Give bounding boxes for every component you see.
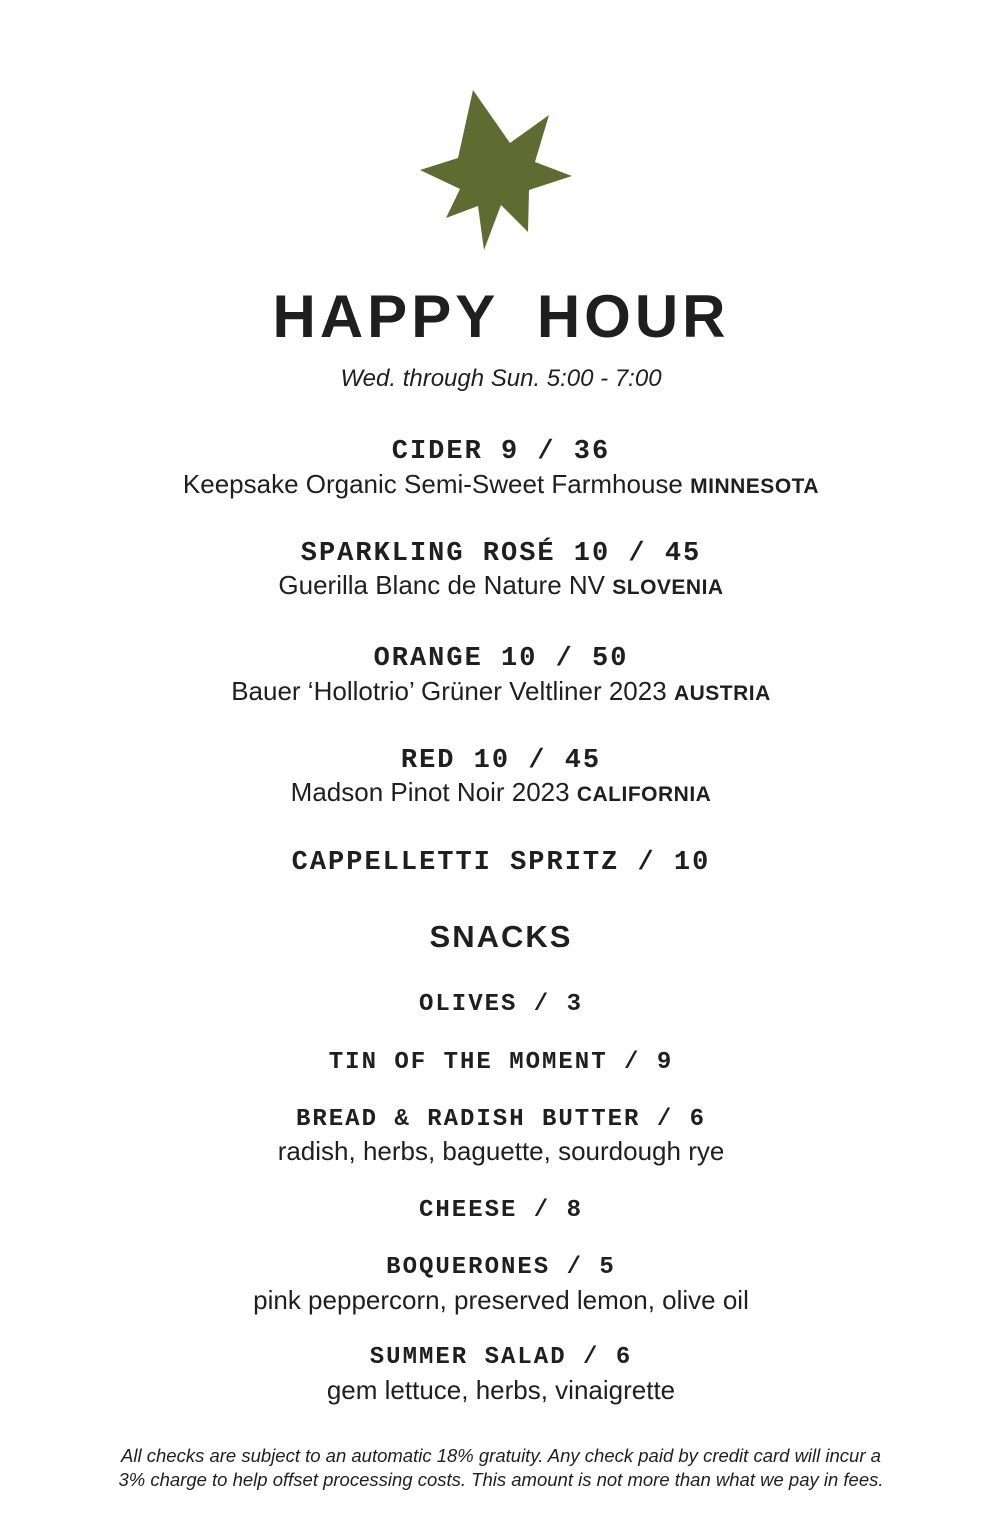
drink-heading-red: RED 10 / 45	[400, 746, 602, 776]
drink-heading-cider: CIDER 9 / 36	[391, 437, 611, 467]
drink-heading-sparkling-rose: SPARKLING ROSÉ 10 / 45	[300, 539, 702, 569]
drink-description-sparkling-rose	[0, 569, 1002, 604]
drink-description-cider	[0, 468, 1002, 503]
eight-point-star-icon	[416, 88, 576, 252]
page-title: HAPPY HOUR	[272, 283, 730, 350]
snack-heading-olives: OLIVES / 3	[418, 991, 584, 1018]
drink-name: Guerilla Blanc de Nature NV	[278, 570, 605, 600]
snack-heading-bread: BREAD & RADISH BUTTER / 6	[295, 1106, 707, 1133]
hours-subtitle: Wed. through Sun. 5:00 - 7:00	[340, 365, 662, 392]
drink-region: CALIFORNIA	[576, 783, 712, 806]
footnote-line-1: All checks are subject to an automatic 18% gratuity. Any check paid by credit card will incur a	[121, 1445, 881, 1466]
snack-heading-boquerones: BOQUERONES / 5	[386, 1254, 616, 1281]
snack-description-boquerones: pink peppercorn, preserved lemon, olive oil	[253, 1285, 749, 1315]
footnote-line-2: 3% charge to help offset processing costs. This amount is not more than what we pay in fees.	[118, 1469, 884, 1490]
drink-name: Bauer ‘Hollotrio’ Grüner Veltliner 2023	[231, 676, 667, 706]
drink-description-red	[0, 776, 1002, 811]
drink-region: SLOVENIA	[612, 576, 724, 599]
drink-heading-orange: ORANGE 10 / 50	[373, 644, 629, 674]
star-shape	[420, 90, 572, 250]
snacks-section-title: SNACKS	[429, 919, 573, 954]
drink-description-orange	[0, 675, 1002, 710]
drink-heading-spritz: CAPPELLETTI SPRITZ / 10	[291, 848, 711, 878]
drink-name: Keepsake Organic Semi-Sweet Farmhouse	[182, 469, 683, 499]
snack-description-bread: radish, herbs, baguette, sourdough rye	[277, 1136, 725, 1166]
snack-heading-cheese: CHEESE / 8	[418, 1197, 584, 1224]
gratuity-footnote	[60, 1444, 942, 1492]
drink-region: AUSTRIA	[673, 682, 771, 705]
snack-description-summer-salad: gem lettuce, herbs, vinaigrette	[326, 1375, 676, 1405]
drink-name: Madson Pinot Noir 2023	[290, 777, 570, 807]
snack-heading-summer-salad: SUMMER SALAD / 6	[369, 1344, 633, 1371]
snack-heading-tin: TIN OF THE MOMENT / 9	[328, 1049, 674, 1076]
drink-region: MINNESOTA	[690, 475, 820, 498]
